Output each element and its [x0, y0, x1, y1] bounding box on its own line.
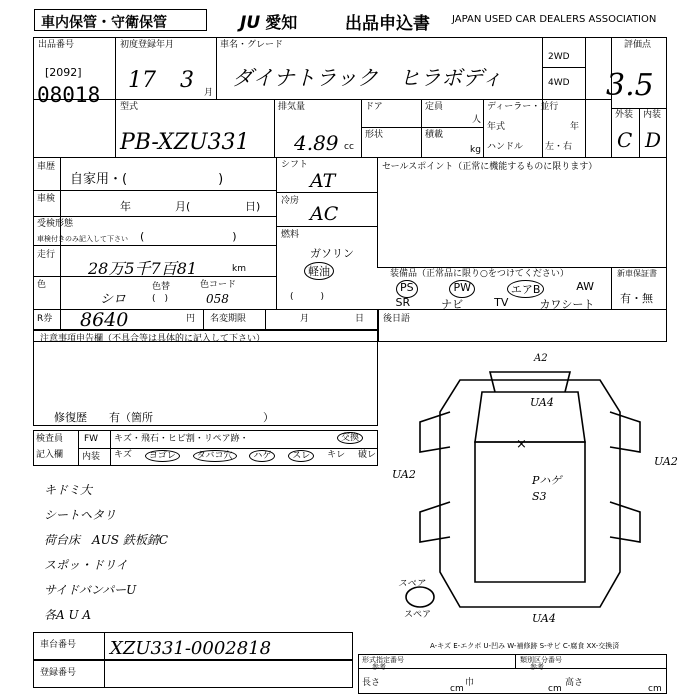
inspector-fw: FW [84, 434, 99, 444]
dealer-handle: ハンドル [487, 142, 524, 152]
remark-3: 荷台床 AUS 鉄板錆C [44, 533, 168, 547]
shaken-month: 月( [175, 200, 191, 213]
name-change-label: 名変期限 [210, 314, 247, 324]
dealer-handle-opts: 左・右 [545, 142, 573, 152]
grade-label: 評価点 [624, 40, 652, 50]
car-name-value: ダイナトラック ヒラボディ [232, 66, 503, 90]
dim-length: 長さ [362, 678, 381, 688]
association-name: JAPAN USED CAR DEALERS ASSOCIATION [452, 14, 657, 25]
grade-ext-label: 外装 [615, 110, 634, 120]
displacement-label: 排気量 [278, 102, 306, 112]
first-reg-month-unit: 月 [204, 88, 214, 98]
reg-box [33, 660, 353, 688]
chassis-value: XZU331-0002818 [110, 638, 272, 659]
type-num-ref: 参考 [372, 663, 386, 671]
warranty-label: 新車保証書 [617, 269, 657, 278]
model-value: PB-XZU331 [120, 130, 250, 155]
fuel-label: 燃料 [281, 230, 300, 240]
inspector-fw-replaced: 交換 [337, 432, 363, 444]
equipment-sr: SR [395, 296, 411, 309]
shape-label: 形状 [365, 130, 384, 140]
capacity-label: 定員 [425, 102, 444, 112]
mileage-unit: km [232, 264, 246, 274]
equipment-tv: TV [494, 296, 509, 309]
color-change-label: 色替 [152, 282, 171, 292]
storage-box [34, 9, 207, 31]
grade-int-value: D [645, 128, 662, 152]
lot-number: 08018 [37, 83, 101, 107]
accept-note: 車検付きのみ記入して下さい [37, 235, 128, 243]
remark-5: サイドバンパーU [44, 583, 137, 597]
history-label: 車歴 [37, 162, 56, 172]
equipment-label: 装備品（正常品に限り○をつけてください） [390, 269, 569, 279]
r-ken-unit: 円 [186, 314, 196, 324]
accept-paren: ( ) [140, 230, 237, 243]
dim-height: 高さ [565, 678, 584, 688]
remark-2: シートヘタリ [44, 508, 117, 522]
fuel-paren: ( ) [290, 292, 325, 302]
dim-height-unit: cm [648, 684, 662, 694]
dim-width: 巾 [465, 678, 475, 688]
color-label: 色 [37, 280, 47, 290]
dim-width-unit: cm [548, 684, 562, 694]
capacity-unit: 人 [472, 115, 482, 125]
diagram-bottom: UA4 [532, 612, 556, 625]
shaken-year: 年 [120, 200, 131, 213]
diagram-left: UA2 [392, 468, 416, 481]
remark-1: キドミ大 [44, 483, 93, 497]
aircon-value: AC [310, 203, 339, 225]
accept-label: 受検形態 [37, 219, 74, 229]
class-num-ref: 参考 [530, 663, 544, 671]
type-class-box [358, 654, 667, 694]
diagram-spare-note: スペア [398, 579, 426, 589]
equipment-navi: ナビ [441, 298, 464, 311]
damage-legend: A-キズ E-エクボ U-凹み W-補修跡 S-サビ C-腐食 XX-交換済 [430, 642, 620, 650]
remarks-list [44, 478, 168, 628]
inspector-interior-items [114, 450, 376, 462]
car-name-label: 車名・グレード [220, 40, 284, 50]
shaken-day: 日) [245, 200, 261, 213]
int-rub: スレ [288, 450, 314, 462]
remark-4: スポッ・ドリイ [44, 558, 128, 572]
first-reg-label: 初度登録年月 [120, 40, 175, 50]
diagram-right: UA2 [654, 455, 678, 468]
equipment-pw: PW [449, 280, 475, 298]
color-value: シロ [100, 292, 127, 307]
history-value: 自家用・( ) [70, 172, 224, 187]
name-change-month: 月 [300, 314, 310, 324]
model-label: 型式 [120, 102, 139, 112]
notes-label: 注意事項申告欄（不具合等は具体的に記入して下さい） [40, 334, 266, 344]
dealer-year-unit: 年 [570, 122, 580, 132]
color-code-label: 色コード [200, 280, 237, 290]
lot-label: 出品番号 [38, 40, 75, 50]
grade-ext-value: C [617, 128, 633, 152]
diagram-top: A2 [534, 353, 548, 364]
int-peel: ハゲ [249, 450, 275, 462]
dim-length-unit: cm [450, 684, 464, 694]
color-code-value: 058 [206, 292, 229, 306]
drive-2wd: 2WD [548, 52, 570, 62]
inspector-label1: 検査員 [36, 434, 64, 444]
diagram-mark: × [516, 437, 527, 452]
displacement-value: 4.89 [294, 131, 339, 155]
drive-4wd: 4WD [548, 78, 570, 88]
displacement-unit: cc [344, 142, 354, 152]
diagram-roof: UA4 [530, 396, 554, 409]
inspector-fw-items: キズ・飛石・ヒビ割・リペア跡・ [114, 434, 249, 444]
int-scratch: キズ [114, 450, 132, 460]
int-tear: 破レ [357, 450, 376, 460]
aircon-label: 冷房 [281, 196, 300, 206]
post-date-label: 後日語 [383, 314, 411, 324]
dealer-line1: ディーラー・並行 [487, 102, 559, 112]
fuel-gasoline: ガソリン [310, 247, 354, 260]
equipment-aw: AW [576, 280, 595, 293]
equipment-ps: PS [396, 280, 418, 298]
int-cut: キレ [327, 450, 346, 460]
diagram-spare-label: スペア [404, 610, 432, 620]
diagram-bed: Pハゲ [532, 474, 562, 487]
color-code-paren: ( ) [152, 294, 169, 304]
r-ken-label: R券 [37, 314, 53, 324]
equipment-row2 [380, 296, 610, 312]
load-unit: kg [470, 145, 481, 155]
lot-sub: [2092] [45, 66, 82, 79]
int-cig-hole: タバコ穴 [193, 450, 237, 462]
type-num-label: 形式指定番号 [362, 656, 404, 664]
r-ken-value: 8640 [80, 309, 129, 331]
grade-int-label: 内装 [643, 110, 662, 120]
mileage-value: 28万5千7百81 [88, 259, 198, 278]
int-dirt: ヨゴレ [145, 450, 180, 462]
diagram-bed2: S3 [532, 490, 547, 503]
fuel-diesel-circled: 軽油 [304, 262, 334, 280]
ju-logo [240, 10, 297, 33]
first-reg-year: 17 [128, 68, 156, 93]
truck-damage-diagram [390, 352, 670, 632]
equipment-seat: カワシート [539, 298, 595, 311]
equipment-airbag: エアB [507, 280, 545, 298]
grade-value: 3.5 [606, 68, 654, 103]
door-label: ドア [365, 102, 383, 112]
shift-label: シフト [281, 160, 309, 170]
notes-repair: 修復歴 有（箇所 ） [54, 411, 274, 424]
reg-label: 登録番号 [40, 668, 77, 678]
load-label: 積載 [425, 130, 444, 140]
warranty-opts: 有・無 [620, 292, 653, 305]
ju-logo-mark: JU [240, 13, 261, 33]
remark-6: 各A U A [44, 608, 92, 622]
sales-point-label: セールスポイント（正常に機能するものに限ります） [382, 162, 598, 172]
mileage-label: 走行 [37, 250, 56, 260]
inspector-label2: 記入欄 [36, 450, 64, 460]
name-change-day: 日 [355, 314, 365, 324]
chassis-label: 車台番号 [40, 640, 77, 650]
inspector-interior: 内装 [82, 452, 101, 462]
class-num-label: 類別区分番号 [520, 656, 562, 664]
shaken-label: 車検 [37, 194, 56, 204]
ju-logo-region: 愛知 [265, 13, 298, 32]
storage-text: 車内保管・守衛保管 [41, 15, 167, 31]
dealer-line2: 年式 [487, 122, 506, 132]
sheet-title: 出品申込書 [345, 14, 430, 34]
first-reg-month: 3 [180, 68, 194, 93]
shift-value: AT [310, 170, 336, 192]
